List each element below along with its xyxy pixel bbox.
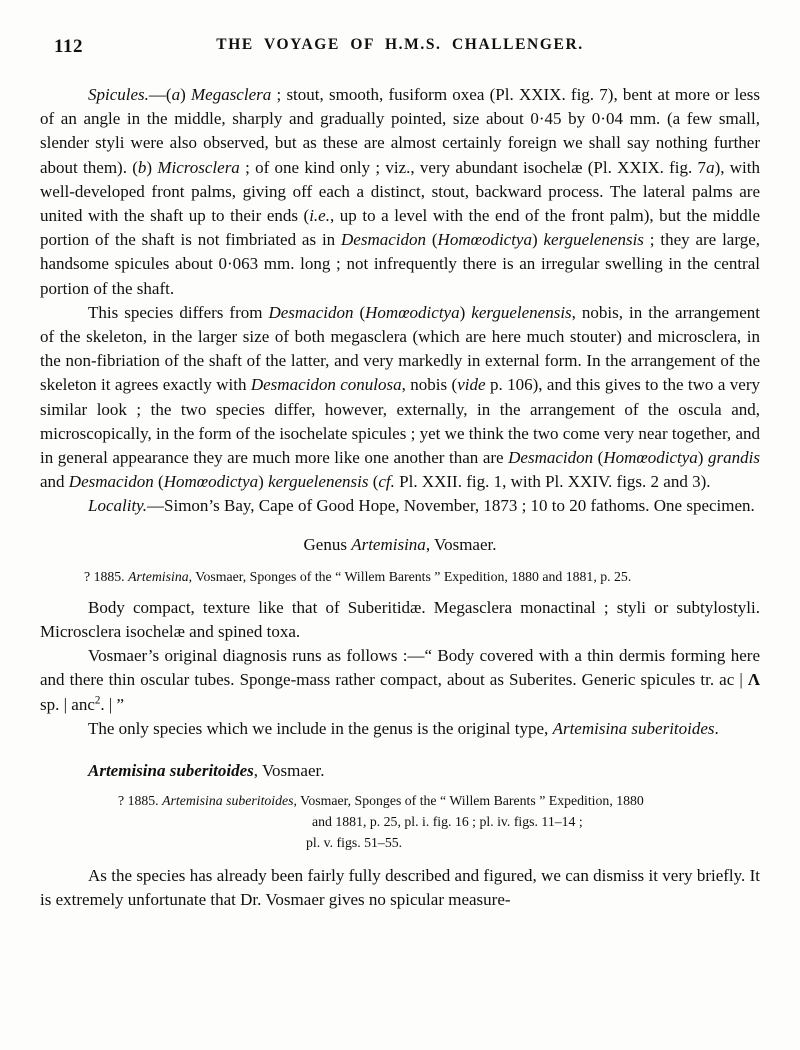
citation-line [306,832,760,853]
running-title: THE VOYAGE OF H.M.S. CHALLENGER. [216,36,584,53]
page-number: 112 [54,36,83,57]
text-segment: sp. | anc [40,694,95,714]
text-segment: Locality. [88,496,148,516]
text-segment: p. 106), and this gives to the two a very similar look ; the two species differ, however, externally, in the arrangement of the oscula and, microscopically, in the form of the isochelate spicules ; yet we think the two come very near together, and in general appearance they are much more like one another than are [40,375,760,468]
text-segment: ) [697,448,709,468]
paragraph-body-compact [40,596,760,644]
text-segment: ; stout, smooth, fusiform oxea (Pl. XXIX. fig. 7), bent at more or less of an angle in the middle, sharply and gradually pointed, size about 0·45 by 0·04 mm. (a few small, slender styli were also observed, but as these are almost certainly foreign we shall say nothing further about them). ( [40,85,760,177]
genus-heading-artemisina [40,533,760,557]
page-header [0,36,800,60]
text-segment: and 1881, p. 25, pl. i. fig. 16 ; pl. iv. figs. 11–14 ; [312,814,583,830]
text-segment: Desmacidon [508,448,594,468]
text-segment: ) [258,472,269,492]
text-segment: grandis [708,448,760,468]
paragraph-species-differs [40,301,760,495]
text-segment: ( [153,472,164,492]
text-segment: ) [180,85,191,104]
text-segment: Body compact, texture like that of Suberitidæ. Megasclera monactinal ; styli or subtylostyli. Microsclera isochelæ and spined toxa. [40,597,760,642]
text-segment: , Vosmaer. [253,761,325,781]
text-segment: ? 1885. [84,568,129,584]
text-segment: b [137,157,147,177]
text-segment: . | ” [100,694,125,714]
text-segment: Pl. XXII. fig. 1, with Pl. XXIV. figs. 2 and 3). [394,472,711,492]
paragraph-vosmaer-diagnosis [40,644,760,717]
text-segment: a [706,157,715,177]
text-segment: The only species which we include in the genus is the original type, [88,718,553,738]
text-segment: Microsclera [157,157,240,177]
text-segment: Homœodictya [163,472,259,492]
text-segment: —Simon’s Bay, Cape of Good Hope, November, 1873 ; 10 to 20 fathoms. One specimen. [147,496,755,516]
text-segment: , Vosmaer, Sponges of the “ Willem Barents ” Expedition, 1880 and 1881, p. 25. [188,568,632,584]
text-segment: . [714,718,719,738]
citation-genus-artemisina [84,567,760,586]
text-segment: ( [353,302,366,322]
text-segment: i.e. [309,206,330,226]
text-segment: Spicules. [88,85,149,104]
text-segment: Artemisina suberitoides [162,793,294,809]
text-segment: Homœodictya [365,302,460,322]
text-segment: and [40,472,69,492]
text-segment: ) [146,157,158,177]
text-segment: ) [531,230,544,250]
text-segment: Artemisina [128,568,189,584]
text-segment: ), with well-developed front palms, giving off each a distinct, stout, backward process. The lateral palms are united with the shaft up to their ends ( [40,157,760,226]
text-segment: vide [457,375,486,395]
text-segment: Artemisina [351,534,426,554]
text-segment: kerguelenensis [471,302,572,322]
text-segment: ( [593,448,604,468]
text-segment: 2 [94,694,101,707]
text-segment: Vosmaer’s original diagnosis runs as follows :—“ Body covered with a thin dermis forming here and there thin oscular tubes. Sponge-mass rather compact, about as Suberites. Generic spicules tr. ac | [40,646,760,690]
text-segment: Megasclera [190,85,272,104]
paragraph-dismiss-briefly [40,864,760,912]
text-segment: , nobis ( [401,375,458,395]
citation-line [118,790,760,811]
content-blocks [40,83,760,913]
paragraph-locality [40,494,760,518]
text-segment: As the species has already been fairly fully described and figured, we can dismiss it very briefly. It is extremely unfortunate that Dr. Vosmaer gives no spicular measure- [40,866,760,910]
text-segment: ? 1885. [118,793,163,809]
text-segment: , nobis, in the arrangement of the skeleton, in the larger size of both megasclera (which are here much stouter) and microsclera, in the non-fibriation of the shaft of the latter, and very markedly in external form. In the arrangement of the skeleton it agrees exactly with [40,302,761,395]
text-segment: Λ [747,670,760,690]
citation-line [312,811,760,832]
text-segment: kerguelenensis [543,230,644,250]
text-segment: , Vosmaer, Sponges of the “ Willem Barents ” Expedition, 1880 [293,793,644,809]
text-segment: ; they are large, handsome spicules about 0·063 mm. long ; not infrequently there is an irregular swelling in the central portion of the shaft. [40,230,760,298]
text-segment: ( [368,472,379,492]
text-segment: Homœodictya [603,448,698,468]
text-segment: ; of one kind only ; viz., very abundant isochelæ (Pl. XXIX. fig. 7 [239,157,707,177]
text-segment: , up to a level with the end of the front palm), but the middle portion of the shaft is not fimbriated as in [40,206,760,250]
text-segment: pl. v. figs. 51–55. [306,835,403,851]
text-segment: This species differs from [88,302,269,322]
text-segment: kerguelenensis [268,472,369,492]
text-segment: Desmacidon [68,472,154,492]
paragraph-spicules [40,83,760,301]
text-segment: Artemisina suberitoides [552,718,715,738]
text-segment: ) [459,302,472,322]
text-segment: Desmacidon [341,230,427,250]
paragraph-only-species [40,717,760,741]
text-segment: cf. [378,472,395,492]
species-heading-suberitoides [88,759,760,783]
text-segment: Desmacidon conulosa [250,375,402,395]
text-segment: , Vosmaer. [425,534,497,554]
text-segment: —( [148,85,172,104]
text-segment: Desmacidon [268,302,354,322]
text-segment: Genus [303,534,352,554]
text-segment: Artemisina suberitoides [88,761,254,781]
citation-species-suberitoides [40,790,760,853]
text-segment: a [171,85,181,104]
text-segment: Homœodictya [437,230,532,250]
text-segment: ( [426,230,438,250]
